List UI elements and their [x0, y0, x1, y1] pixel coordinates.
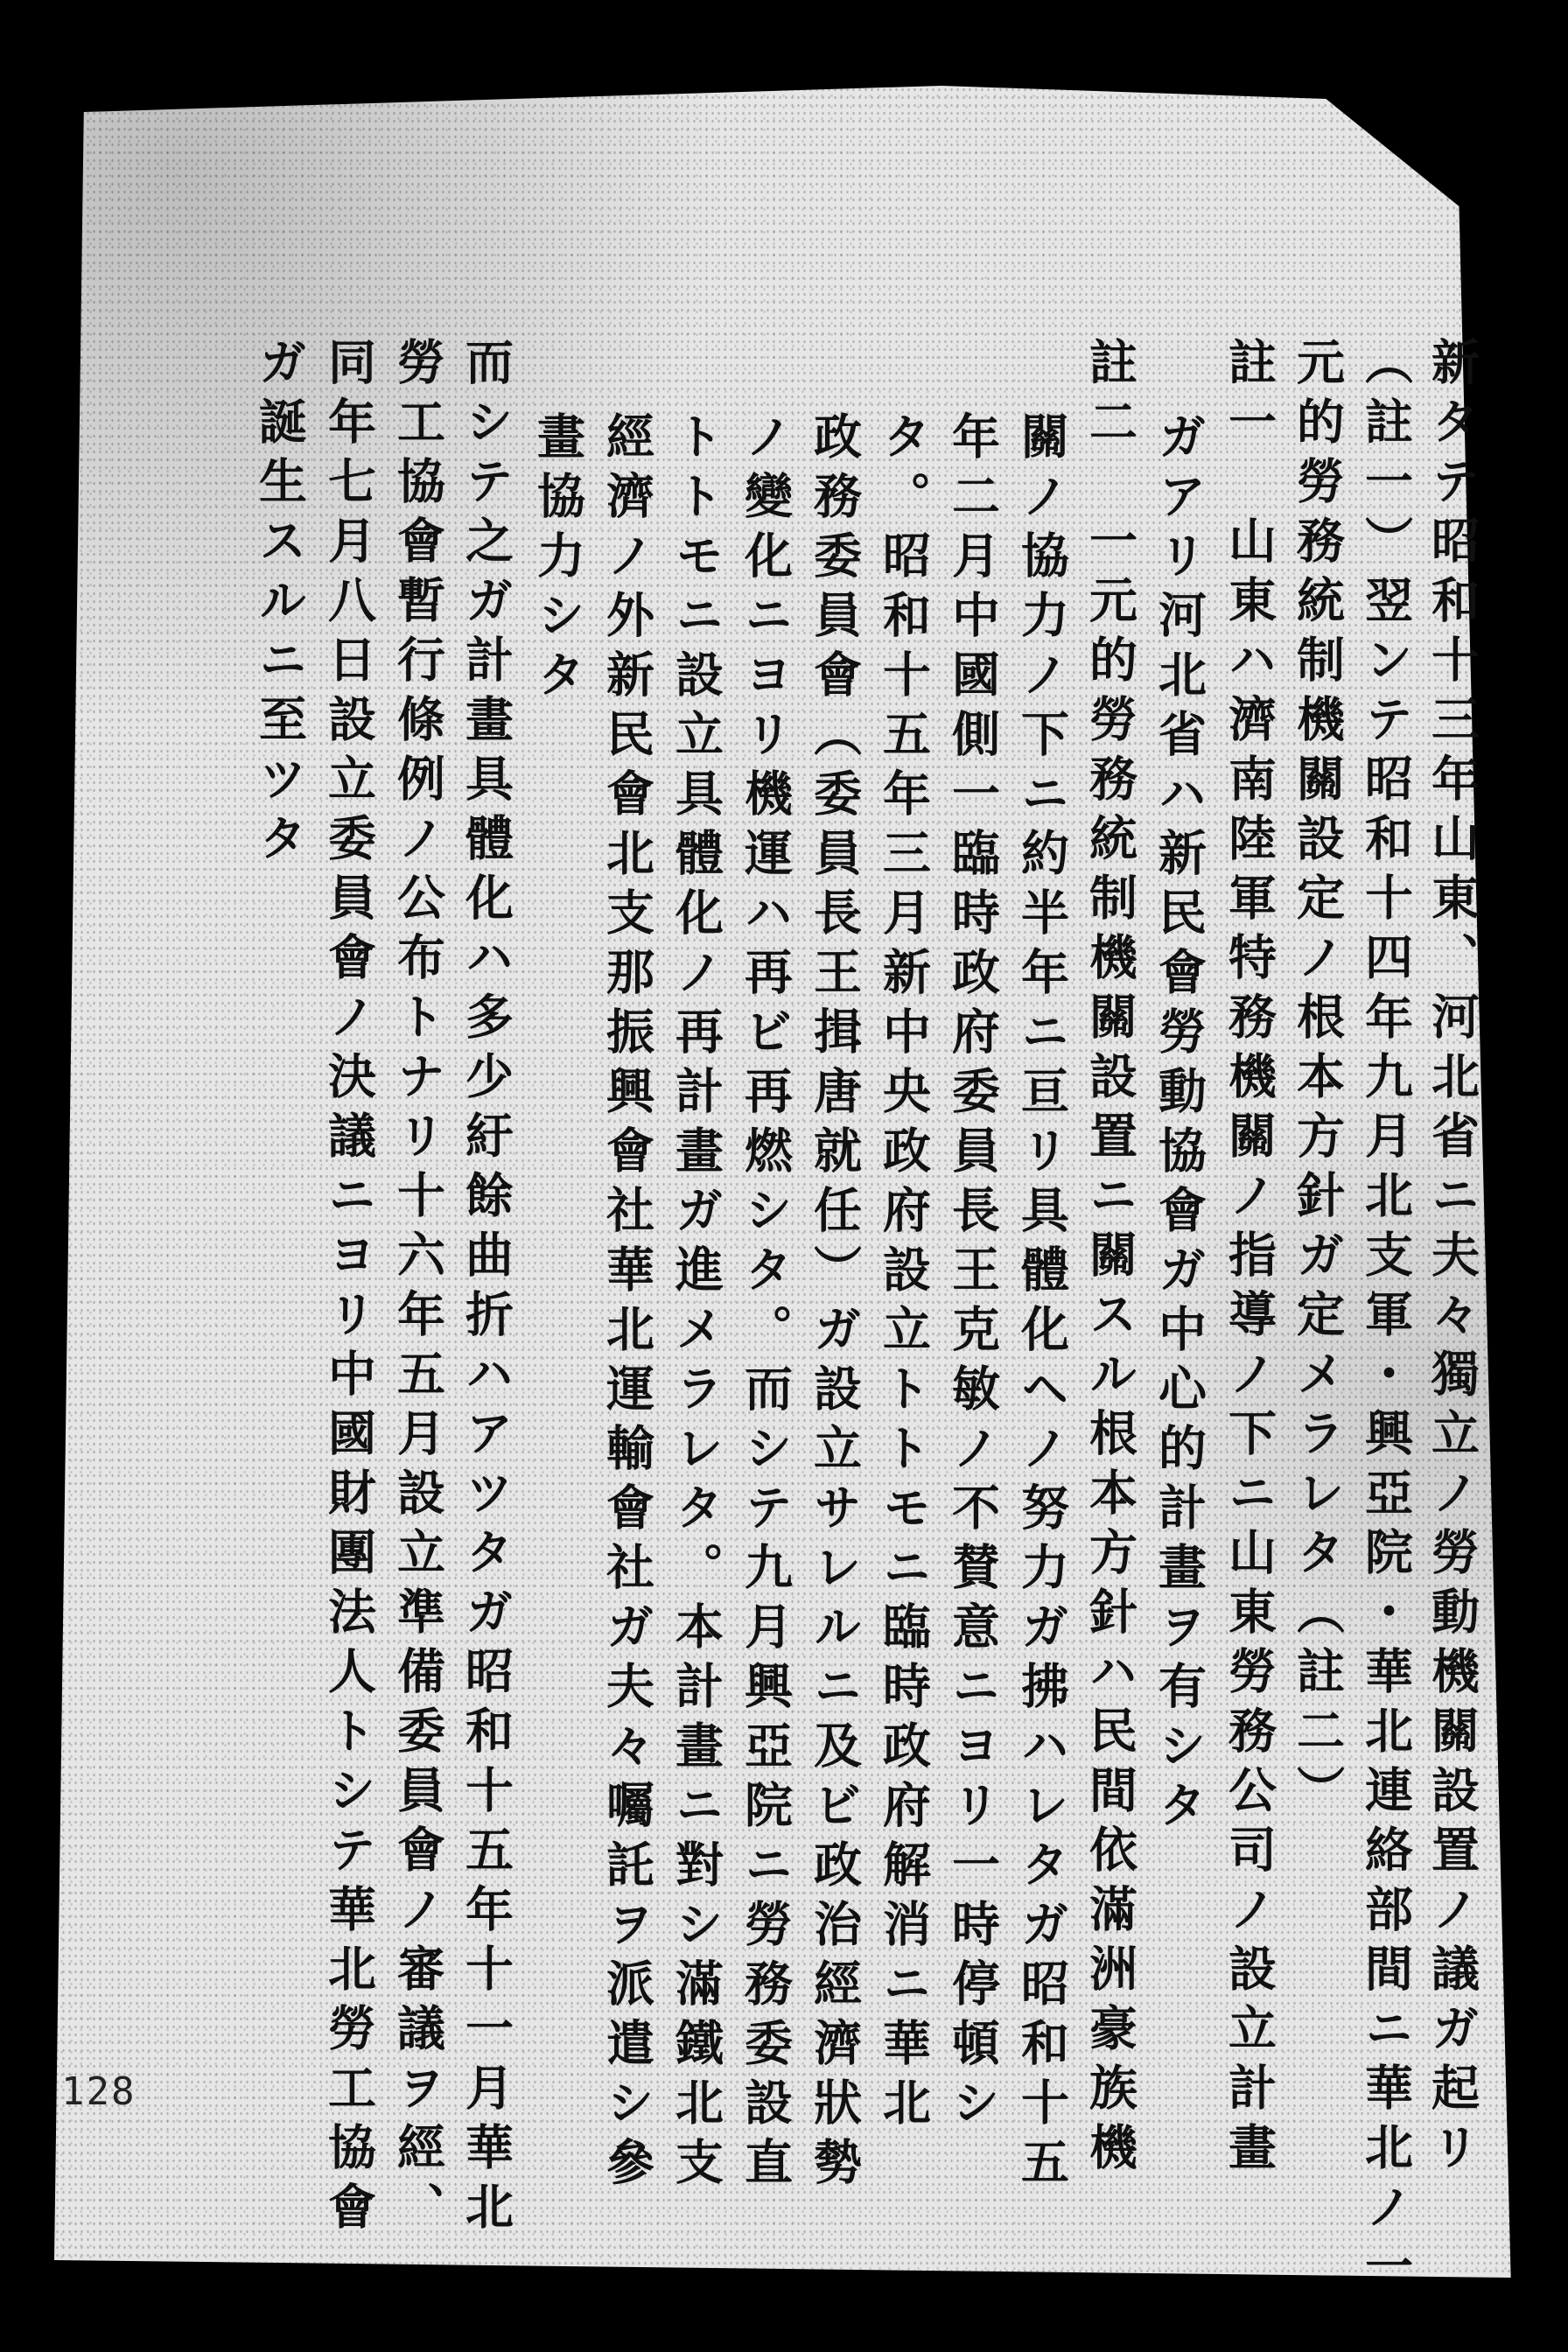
footnote-line: 註二 一元的勞務統制機關設置ニ關スル根本方針ハ民間依滿洲豪族機 — [1082, 337, 1138, 2181]
text-line: ガ誕生スルニ至ツタ — [251, 337, 308, 872]
footnote-line: トトモニ設立具體化ノ再計畫ガ進メラレタ。本計畫ニ對シ滿鐵北支 — [668, 411, 724, 2196]
footnote-line: タ。昭和十五年三月新中央政府設立トトモニ臨時政府解消ニ華北 — [875, 411, 932, 2137]
text-line: （註一）翌ンテ昭和十四年九月北支軍・興亞院・華北連絡部間ニ華北ノ一 — [1357, 337, 1414, 2300]
text-line: 同年七月八日設立委員會ノ決議ニヨリ中國財團法人トシテ華北勞工協會 — [320, 337, 377, 2241]
text-line: 勞工協會暫行條例ノ公布トナリ十六年五月設立準備委員會ノ審議ヲ經、 — [389, 337, 446, 2241]
text-line: 元的勞務統制機關設定ノ根本方針ガ定メラレタ（註二） — [1289, 337, 1346, 1824]
footnote-line: 經濟ノ外新民會北支那振興會社華北運輸會社ガ夫々囑託ヲ派遣シ參 — [598, 411, 655, 2196]
page-number: 128 — [61, 2069, 136, 2114]
text-line: 新タテ昭和十三年山東、河北省ニ夫々獨立ノ勞動機關設置ノ議ガ起リ — [1424, 337, 1480, 2181]
footnote-line: 政務委員會（委員長王揖唐就任）ガ設立サレルニ及ビ政治經濟狀勢 — [806, 411, 863, 2196]
footnote-line: 畫協力シタ — [529, 411, 586, 709]
footnote-line: ノ變化ニヨリ機運ハ再ビ再燃シタ。而シテ九月興亞院ニ勞務委設直 — [737, 411, 794, 2196]
footnote-line: 關ノ協力ノ下ニ約半年ニ亘リ具體化ヘノ努力ガ拂ハレタガ昭和十五 — [1013, 411, 1070, 2196]
footnote-line: ガアリ河北省ハ新民會勞動協會ガ中心的計畫ヲ有シタ — [1151, 411, 1208, 1839]
footnote-line: 年二月中國側一臨時政府委員長王克敏ノ不賛意ニヨリ一時停頓シ — [944, 411, 1001, 2137]
footnote-line: 註一 山東ハ濟南陸軍特務機關ノ指導ノ下ニ山東勞務公司ノ設立計畫 — [1221, 337, 1278, 2181]
text-line: 而シテ之ガ計畫具體化ハ多少紆餘曲折ハアツタガ昭和十五年十一月華北 — [458, 337, 514, 2241]
